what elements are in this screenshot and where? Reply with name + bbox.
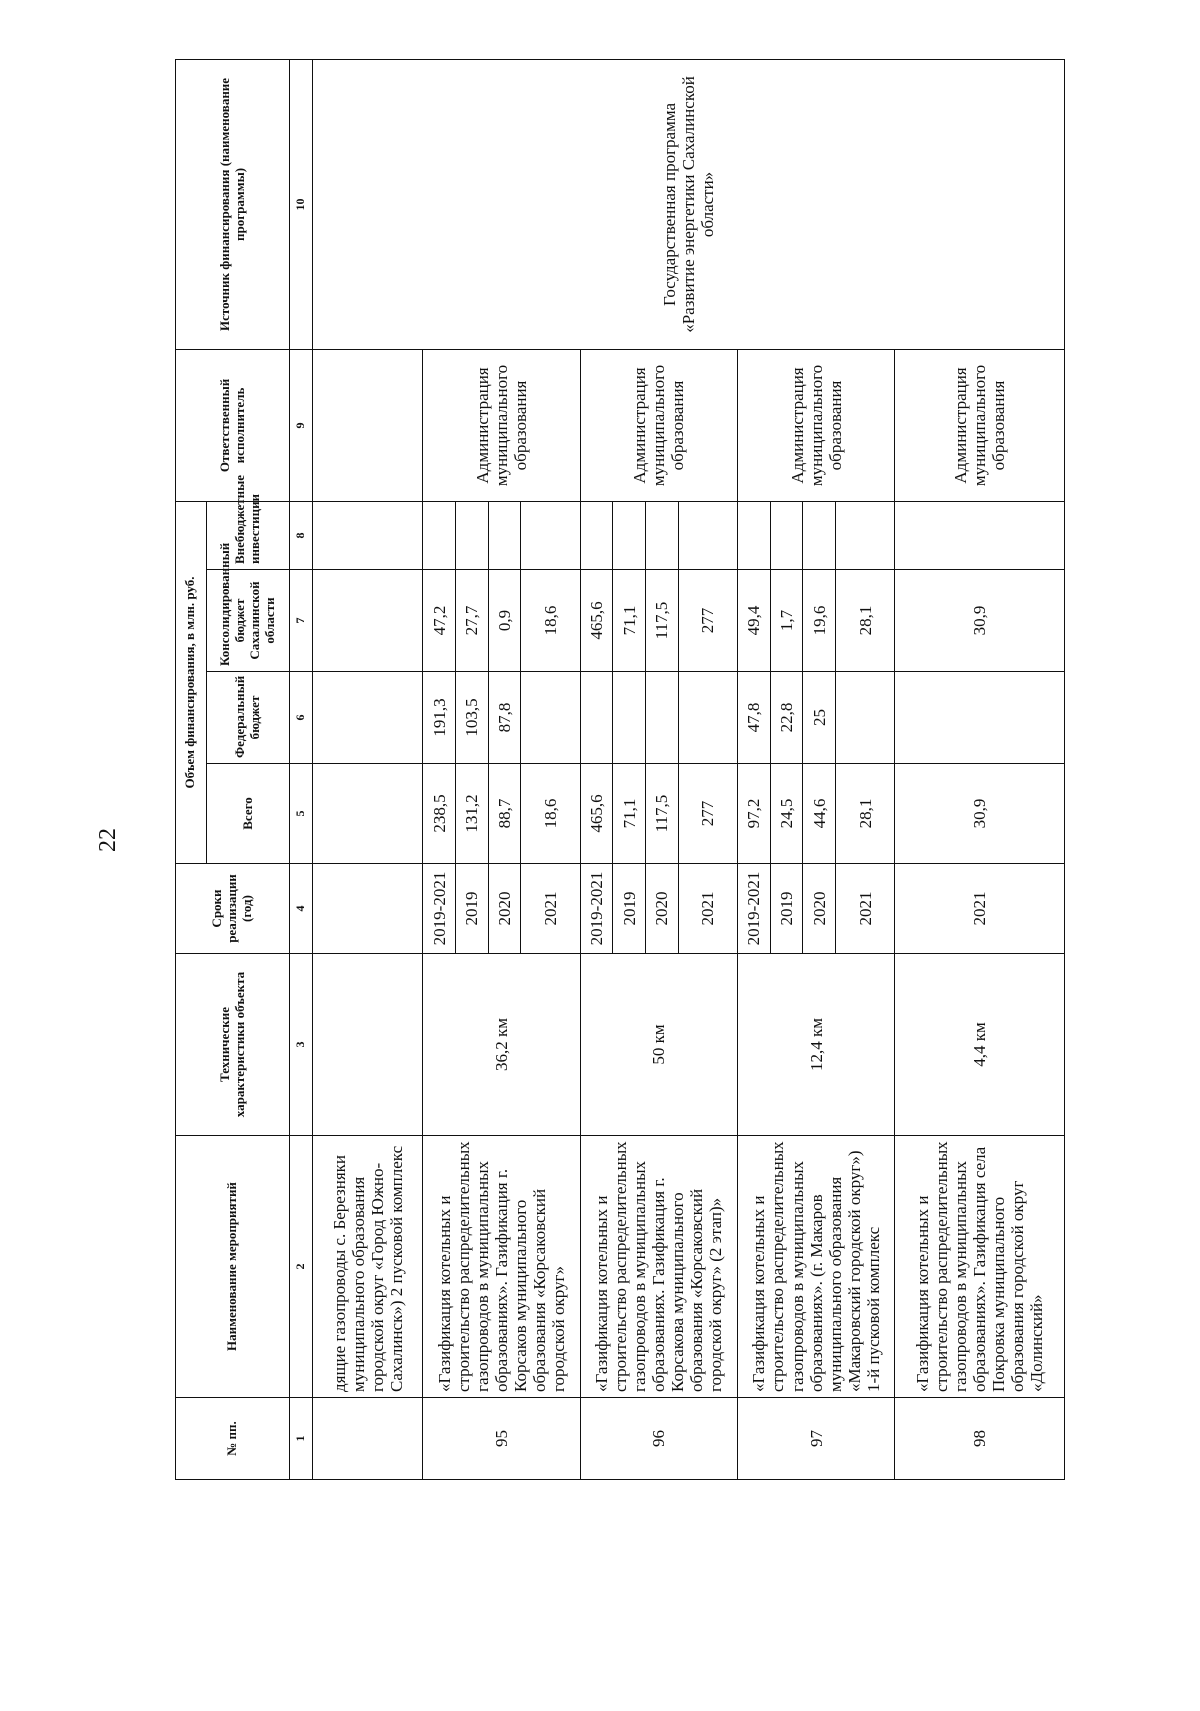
rotated-table-container	[175, 60, 1065, 1480]
col-number: 8	[290, 501, 312, 569]
row-97-extra	[770, 501, 803, 569]
row-95-consolidated: 47,2	[423, 570, 456, 672]
row-96-consolidated: 71,1	[613, 570, 646, 672]
row-98-executor: Администрация муниципального образования	[895, 349, 1065, 501]
row-96-consolidated: 117,5	[645, 570, 678, 672]
row-98-no: 98	[895, 1398, 1065, 1480]
row-97-federal	[835, 672, 894, 764]
row-95-federal: 87,8	[488, 672, 521, 764]
row-95-term: 2019	[455, 864, 488, 954]
financing-table	[175, 59, 1065, 1480]
row-96-total: 117,5	[645, 764, 678, 864]
header-federal: Федеральный бюджет	[206, 672, 290, 764]
row-96-federal	[645, 672, 678, 764]
row-96-total: 71,1	[613, 764, 646, 864]
header-tech: Технические характеристики объекта	[176, 954, 290, 1136]
header-source: Источник финансирования (наименование программы)	[176, 59, 290, 349]
row-97-name: «Газификация котельных и строительство распределительных газопроводов в муниципальных образованиях». (г. Макаров муниципального образования «Макаровский городской округ») 1-й пусковой комплекс	[737, 1136, 894, 1398]
row-97-federal: 47,8	[737, 672, 770, 764]
row-95-extra	[521, 501, 580, 569]
row-97-total: 28,1	[835, 764, 894, 864]
cont-cell-empty	[312, 764, 422, 864]
row-97-term: 2019	[770, 864, 803, 954]
row-95-extra	[423, 501, 456, 569]
row-98-term: 2021	[895, 864, 1065, 954]
header-term: Сроки реализации (год)	[176, 864, 290, 954]
row-96-term: 2019-2021	[580, 864, 613, 954]
row-96-consolidated: 277	[678, 570, 737, 672]
row-95-total: 88,7	[488, 764, 521, 864]
col-number: 6	[290, 672, 312, 764]
row-96-total: 277	[678, 764, 737, 864]
row-95-consolidated: 18,6	[521, 570, 580, 672]
row-97-term: 2021	[835, 864, 894, 954]
row-96-term: 2020	[645, 864, 678, 954]
row-97-term: 2019-2021	[737, 864, 770, 954]
row-95-no: 95	[423, 1398, 580, 1480]
header-extra: Внебюджетные инвестиции	[206, 501, 290, 569]
row-96-term: 2021	[678, 864, 737, 954]
col-number: 3	[290, 954, 312, 1136]
row-95-total: 238,5	[423, 764, 456, 864]
cont-cell-empty	[312, 864, 422, 954]
col-number: 2	[290, 1136, 312, 1398]
row-98-tech: 4,4 км	[895, 954, 1065, 1136]
row-97-tech: 12,4 км	[737, 954, 894, 1136]
col-number: 5	[290, 764, 312, 864]
row-97-total: 44,6	[803, 764, 836, 864]
col-number: 10	[290, 59, 312, 349]
cont-cell-name: дящие газопроводы с. Березняки муниципального образования городской округ «Город Южно-Сахалинск») 2 пусковой комплекс	[312, 1136, 422, 1398]
col-number: 1	[290, 1398, 312, 1480]
row-97-consolidated: 49,4	[737, 570, 770, 672]
row-95-total: 18,6	[521, 764, 580, 864]
row-96-extra	[613, 501, 646, 569]
row-98-federal	[895, 672, 1065, 764]
col-number: 9	[290, 349, 312, 501]
row-97-no: 97	[737, 1398, 894, 1480]
row-96-name: «Газификация котельных и строительство распределительных газопроводов в муниципальных образованиях. Газификация г. Корсакова муниципального образования «Корсаковский городской округ» (2 этап)»	[580, 1136, 737, 1398]
page-number: 22	[95, 828, 121, 852]
row-95-term: 2020	[488, 864, 521, 954]
row-96-consolidated: 465,6	[580, 570, 613, 672]
cont-cell-no	[312, 1398, 422, 1480]
row-97-total: 97,2	[737, 764, 770, 864]
row-96-extra	[580, 501, 613, 569]
row-97-total: 24,5	[770, 764, 803, 864]
header-consolidated: Консолидированный бюджет Сахалинской области	[206, 570, 290, 672]
header-volume-group: Объем финансирования, в млн. руб.	[176, 501, 207, 863]
row-98-total: 30,9	[895, 764, 1065, 864]
row-97-extra	[737, 501, 770, 569]
row-96-term: 2019	[613, 864, 646, 954]
row-97-consolidated: 1,7	[770, 570, 803, 672]
row-95-extra	[455, 501, 488, 569]
header-executor: Ответственный исполнитель	[176, 349, 290, 501]
row-96-no: 96	[580, 1398, 737, 1480]
row-97-term: 2020	[803, 864, 836, 954]
row-95-consolidated: 27,7	[455, 570, 488, 672]
row-97-consolidated: 28,1	[835, 570, 894, 672]
col-number: 4	[290, 864, 312, 954]
col-number: 7	[290, 570, 312, 672]
row-98-name: «Газификация котельных и строительство распределительных газопроводов в муниципальных образованиях». Газификация села Покровка муниципального образования городской округ «Долинский»	[895, 1136, 1065, 1398]
row-96-tech: 50 км	[580, 954, 737, 1136]
source-cell: Государственная программа «Развитие энергетики Сахалинской области»	[312, 59, 1064, 349]
row-95-consolidated: 0,9	[488, 570, 521, 672]
row-95-term: 2021	[521, 864, 580, 954]
row-97-extra	[803, 501, 836, 569]
row-95-federal: 191,3	[423, 672, 456, 764]
row-95-total: 131,2	[455, 764, 488, 864]
row-97-federal: 25	[803, 672, 836, 764]
row-97-executor: Администрация муниципального образования	[737, 349, 894, 501]
cont-cell-empty	[312, 672, 422, 764]
row-96-federal	[580, 672, 613, 764]
cont-cell-empty	[312, 349, 422, 501]
row-95-executor: Администрация муниципального образования	[423, 349, 580, 501]
header-total: Всего	[206, 764, 290, 864]
header-no: № пп.	[176, 1398, 290, 1480]
row-96-extra	[678, 501, 737, 569]
header-name: Наименование мероприятий	[176, 1136, 290, 1398]
row-95-federal	[521, 672, 580, 764]
row-96-executor: Администрация муниципального образования	[580, 349, 737, 501]
row-98-extra	[895, 501, 1065, 569]
cont-cell-empty	[312, 954, 422, 1136]
row-95-name: «Газификация котельных и строительство распределительных газопроводов в муниципальных образованиях». Газификация г. Корсаков муниципального образования «Корсаковский городской округ»	[423, 1136, 580, 1398]
row-98-consolidated: 30,9	[895, 570, 1065, 672]
row-95-term: 2019-2021	[423, 864, 456, 954]
cont-cell-empty	[312, 570, 422, 672]
row-95-extra	[488, 501, 521, 569]
row-95-tech: 36,2 км	[423, 954, 580, 1136]
row-96-federal	[678, 672, 737, 764]
row-97-federal: 22,8	[770, 672, 803, 764]
row-96-total: 465,6	[580, 764, 613, 864]
cont-cell-empty	[312, 501, 422, 569]
row-97-consolidated: 19,6	[803, 570, 836, 672]
row-97-extra	[835, 501, 894, 569]
row-95-federal: 103,5	[455, 672, 488, 764]
row-96-federal	[613, 672, 646, 764]
row-96-extra	[645, 501, 678, 569]
